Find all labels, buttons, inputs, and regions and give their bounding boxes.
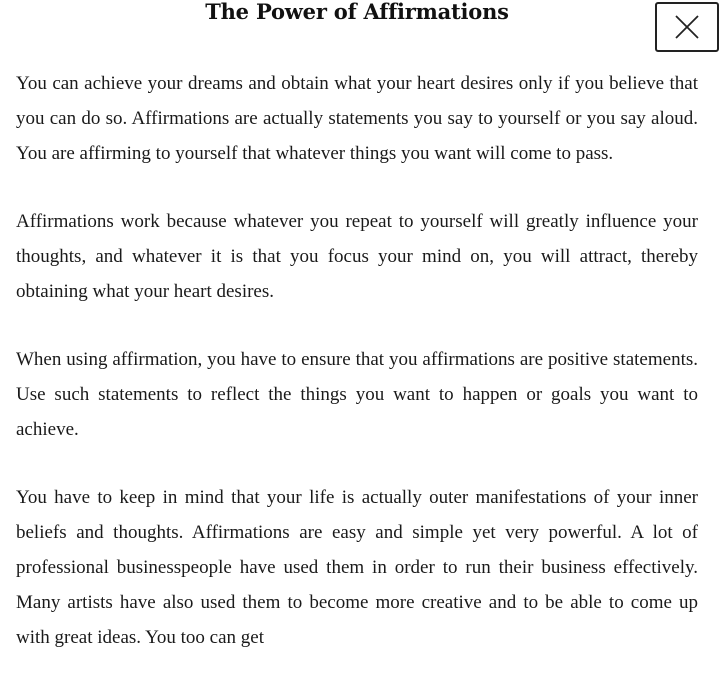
paragraph-4: You have to keep in mind that your life is actually outer manifestations of your inner beliefs and thoughts. Affirmations are easy and simple yet very powerful. A lot of professional businesspeople have used them in order to run their business effectively. Many artists have also used them to become more creative and to be able to come up with great ideas. You too can get — [16, 487, 698, 648]
close-icon — [674, 14, 700, 40]
paragraph-1: You can achieve your dreams and obtain what your heart desires only if you believe that you can do so. Affirmations are actually statements you say to yourself or you say aloud. You are affirming to yourself that whatever things you want will come to pass. — [16, 73, 698, 164]
paragraph-3: When using affirmation, you have to ensure that you affirmations are positive statements. Use such statements to reflect the things you want to happen or goals you want to achieve. — [16, 349, 698, 440]
chapter-title: The Power of Affirmations — [205, 0, 509, 24]
paragraph-2: Affirmations work because whatever you repeat to yourself will greatly influence your thoughts, and whatever it is that you focus your mind on, you will attract, thereby obtaining what your heart desires. — [16, 211, 698, 302]
chapter-body — [16, 66, 698, 688]
close-button[interactable] — [655, 2, 719, 52]
